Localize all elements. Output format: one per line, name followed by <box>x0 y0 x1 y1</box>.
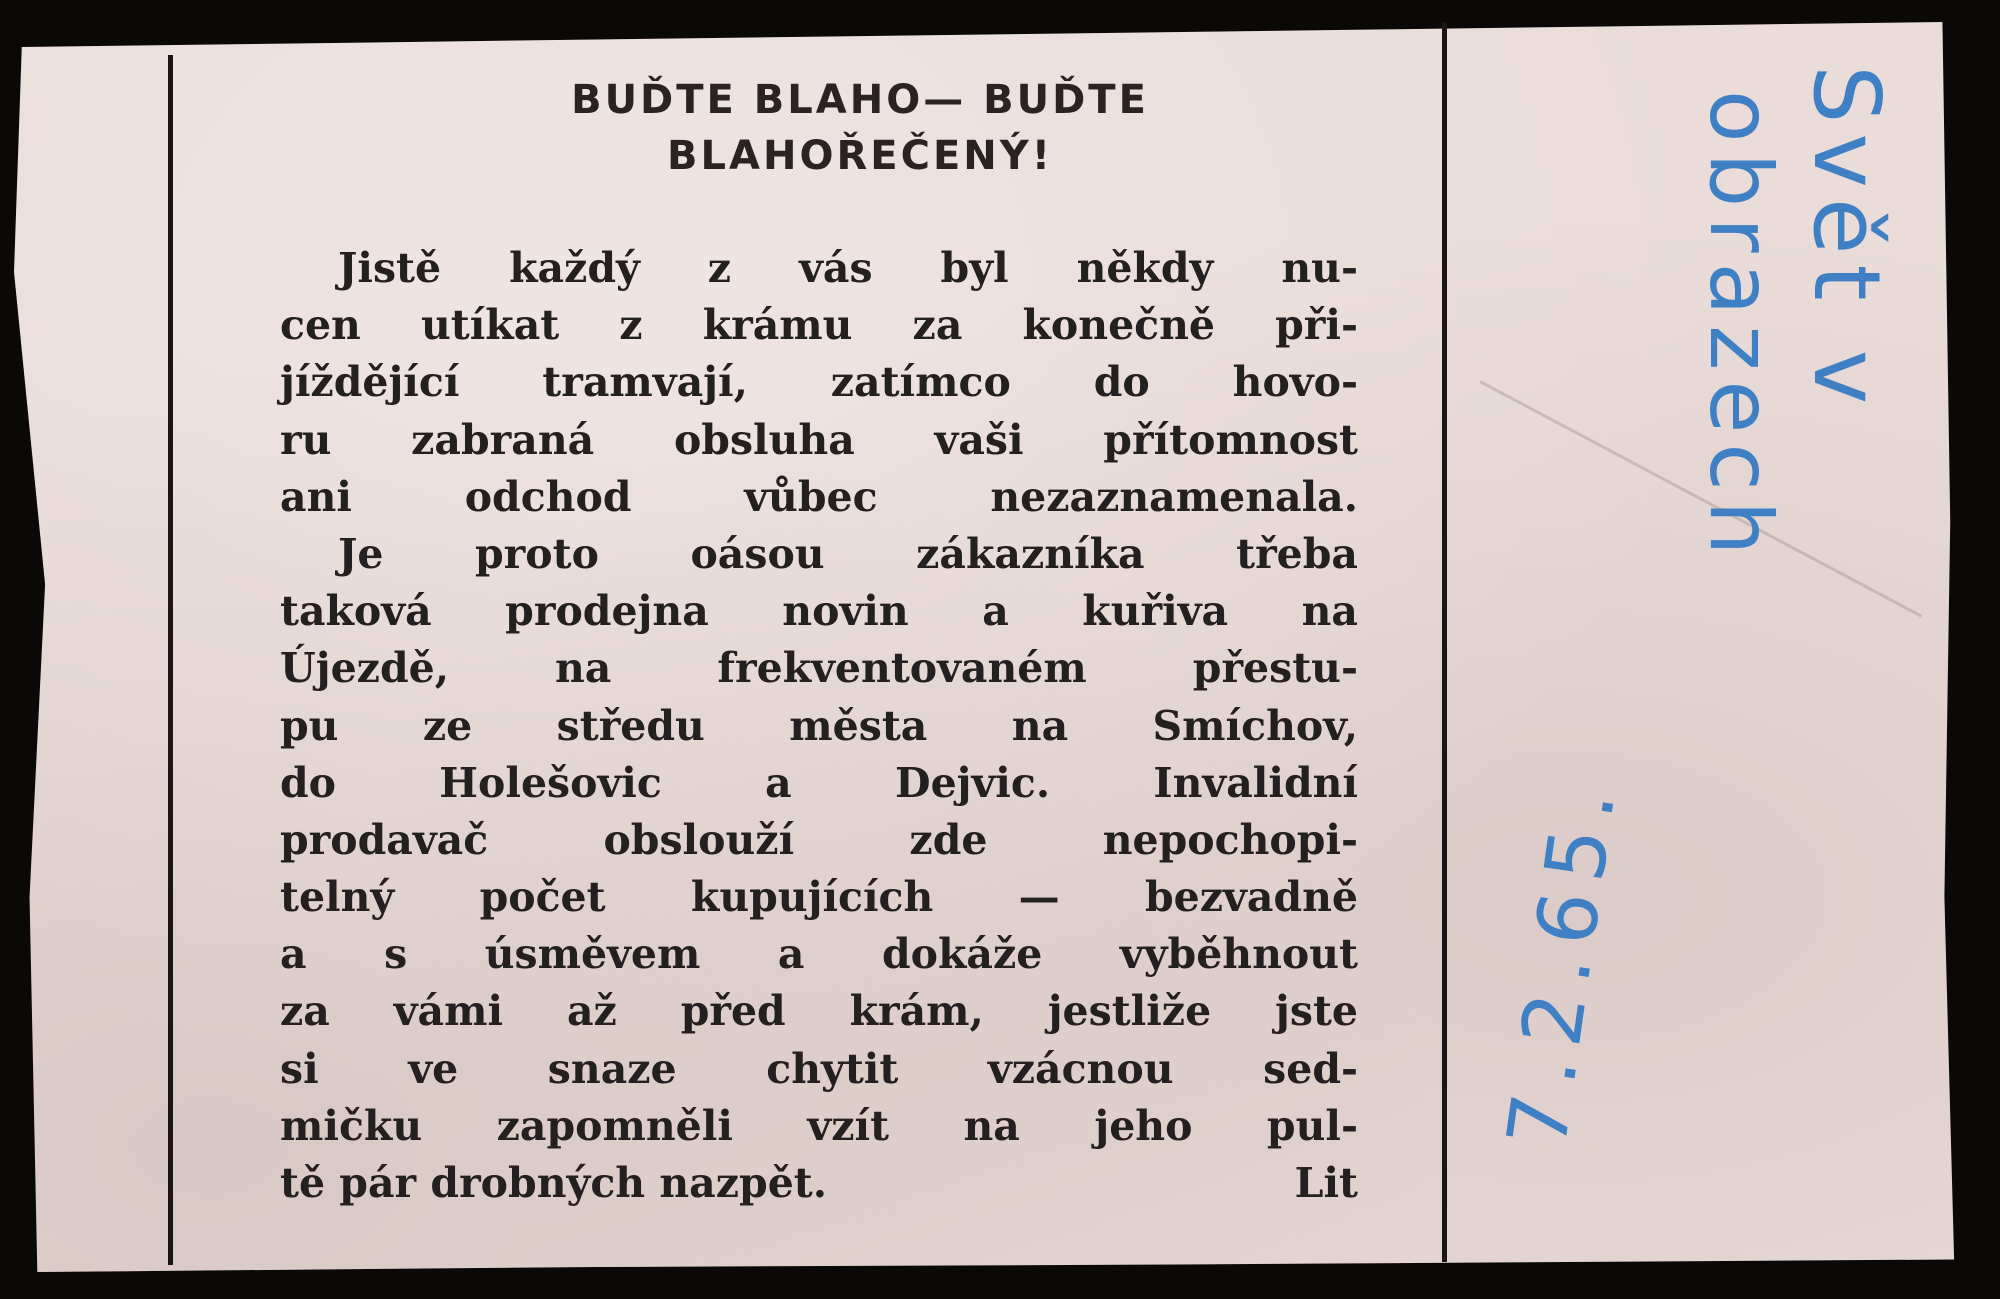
article-body <box>280 240 1358 1212</box>
article-line: taková prodejna novin a kuřiva na <box>280 587 1358 636</box>
author-signature: Lit <box>1294 1159 1358 1207</box>
article-line: telný počet kupujících — bezvadně <box>280 873 1358 922</box>
handwritten-note-line-2: obrazech <box>1690 90 1790 566</box>
article-line: a s úsměvem a dokáže vyběhnout <box>280 930 1358 979</box>
right-column-rule <box>1442 22 1447 1262</box>
handwritten-date: 7.2.65. <box>1490 772 1636 1154</box>
article-last-line <box>280 1155 1358 1212</box>
article-line: Jistě každý z vás byl někdy nu- <box>338 244 1358 292</box>
article-closing-text: tě pár drobných nazpět. <box>280 1159 827 1207</box>
article-line: jíždějící tramvají, zatímco do hovo- <box>280 358 1358 407</box>
article-line: ani odchod vůbec nezaznamenala. <box>280 472 1358 521</box>
article-line: za vámi až před krám, jestliže jste <box>280 987 1358 1036</box>
article-line: ru zabraná obsluha vaši přítomnost <box>280 415 1358 464</box>
article-line: si ve snaze chytit vzácnou sed- <box>280 1044 1358 1093</box>
article-line: Újezdě, na frekventovaném přestu- <box>280 644 1358 693</box>
headline-line-2: BLAHOŘEČENÝ! <box>667 133 1053 179</box>
article-line: cen utíkat z krámu za konečně při- <box>280 301 1358 350</box>
article-line: do Holešovic a Dejvic. Invalidní <box>280 758 1358 807</box>
article-line: Je proto oásou zákazníka třeba <box>338 529 1358 578</box>
headline-line-1: BUĎTE BLAHO— BUĎTE <box>571 77 1149 123</box>
handwritten-note-line-1: Svět v <box>1793 65 1900 415</box>
left-column-rule <box>168 55 173 1265</box>
article-line: prodavač obslouží zde nepochopi- <box>280 815 1358 864</box>
article-line: mičku zapomněli vzít na jeho pul- <box>280 1101 1358 1150</box>
headline <box>300 72 1420 184</box>
article-line: pu ze středu města na Smíchov, <box>280 701 1358 750</box>
